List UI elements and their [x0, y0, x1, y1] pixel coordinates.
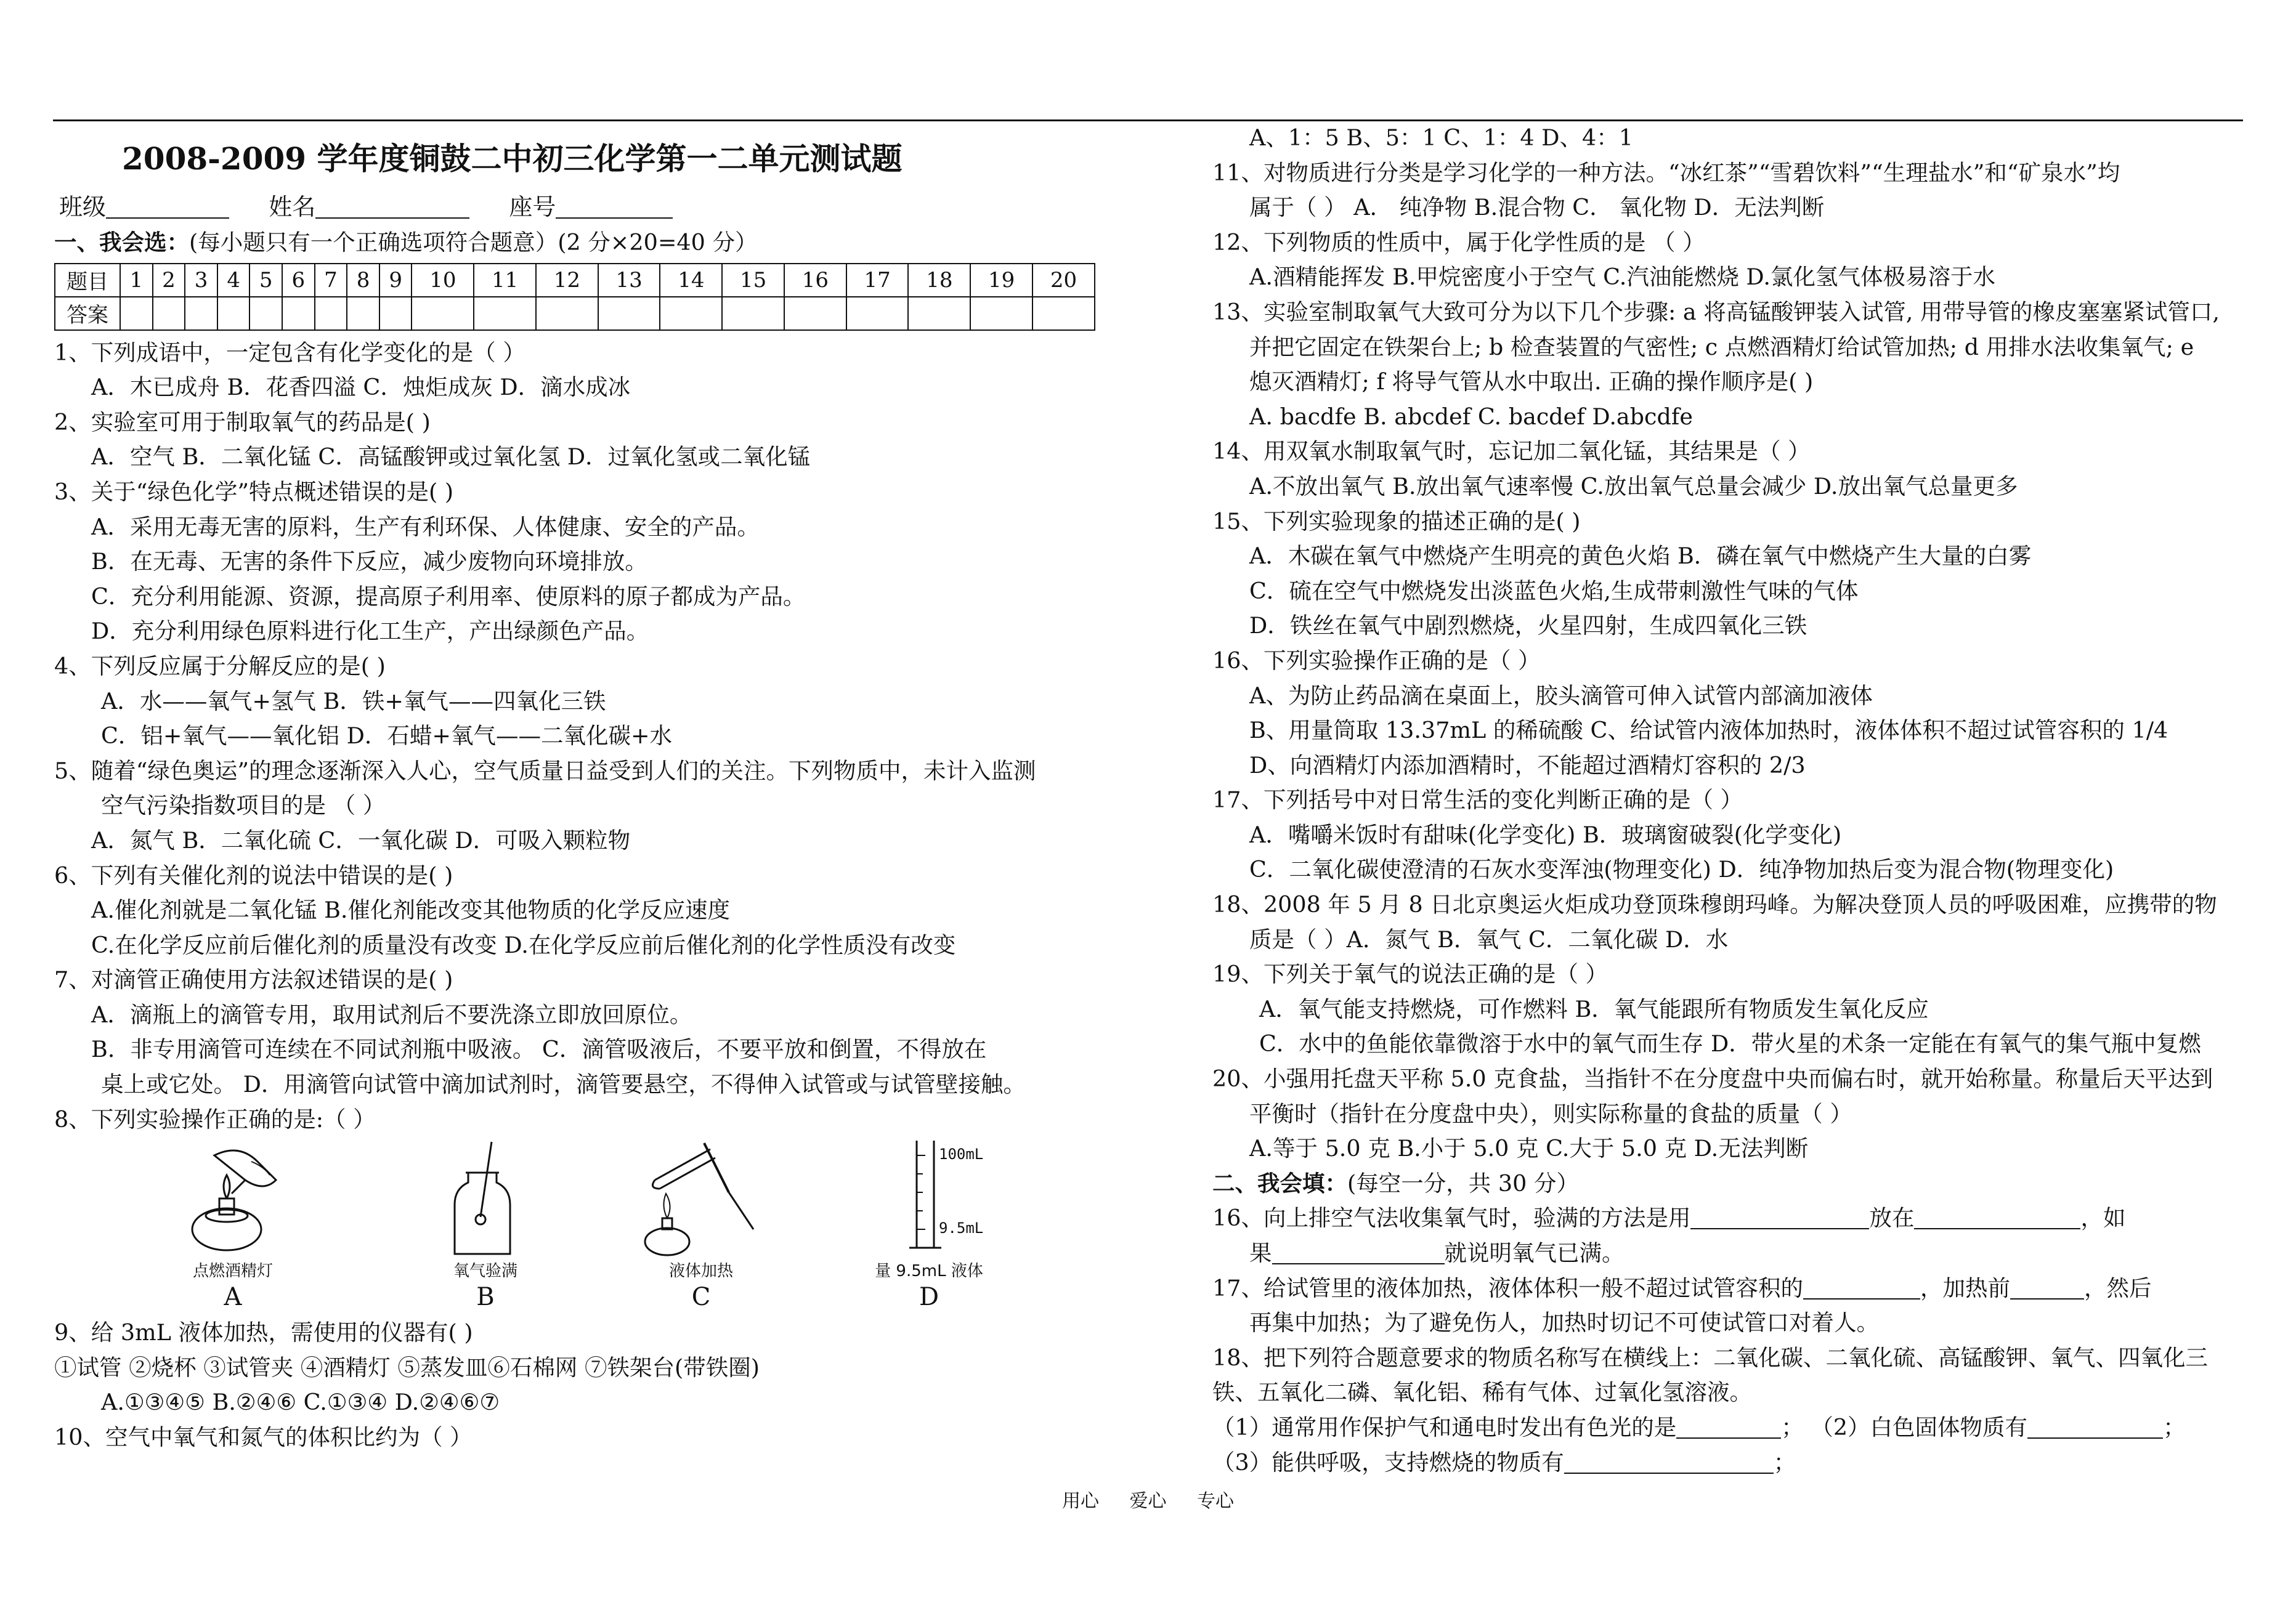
answer-table-answers-row — [55, 297, 1095, 330]
question-line: 质是（ ）A．氮气 B．氧气 C．二氧化碳 D．水 — [1249, 926, 1729, 953]
fill-q16-line2: 果 就说明氧气已满。 — [1249, 1240, 1625, 1266]
name-blank[interactable] — [315, 193, 469, 219]
page-title: 2008-2009 学年度铜鼓二中初三化学第一二单元测试题 — [122, 140, 903, 177]
question-number-cell: 5 — [249, 264, 282, 297]
answer-cell[interactable] — [1032, 297, 1095, 330]
question-line: C．充分利用能源、资源，提高原子利用率、使原料的原子都成为产品。 — [91, 583, 806, 610]
class-label: 班级 — [59, 193, 107, 220]
answer-cell[interactable] — [379, 297, 412, 330]
student-info-line — [54, 188, 1206, 225]
fill-q18-line2: 铁、五氧化二磷、氧化铝、稀有气体、过氧化氢溶液。 — [1212, 1379, 1752, 1406]
question-line: 16、下列实验操作正确的是（ ） — [1212, 647, 1541, 674]
question-line: C．二氧化碳使澄清的石灰水变浑浊(物理变化) D．纯净物加热后变为混合物(物理变化) — [1249, 856, 2114, 883]
fill-q18-line1: 18、把下列符合题意要求的物质名称写在横线上：二氧化碳、二氧化硫、高锰酸钾、氧气、四氧化三 — [1212, 1344, 2208, 1371]
answer-cell[interactable] — [474, 297, 536, 330]
question-line: 3、关于“绿色化学”特点概述错误的是( ) — [54, 478, 454, 505]
answer-cell[interactable] — [970, 297, 1032, 330]
fill-blank[interactable] — [2010, 1274, 2084, 1300]
question-line: 空气污染指数项目的是 （ ） — [101, 792, 386, 819]
question-number-cell: 20 — [1032, 264, 1095, 297]
question-line: B、用量筒取 13.37mL 的稀硫酸 C、给试管内液体加热时，液体体积不超过试管容积的 1/4 — [1249, 717, 2168, 744]
question-line: 1、下列成语中，一定包含有化学变化的是（ ） — [54, 339, 525, 366]
question-line: A.催化剂就是二氧化锰 B.催化剂能改变其他物质的化学反应速度 — [91, 897, 730, 924]
question-number-cell: 11 — [474, 264, 536, 297]
question-line: 10、空气中氧气和氮气的体积比约为（ ） — [54, 1424, 473, 1451]
fill-blank[interactable] — [1272, 1239, 1445, 1264]
question-number-cell: 10 — [412, 264, 474, 297]
answer-cell[interactable] — [784, 297, 846, 330]
answer-cell[interactable] — [185, 297, 217, 330]
answer-cell[interactable] — [153, 297, 185, 330]
questions-10-20 — [1212, 121, 2244, 1166]
question-number-cell: 13 — [598, 264, 660, 297]
answer-cell[interactable] — [536, 297, 598, 330]
gas-bottle-icon — [430, 1137, 541, 1260]
question-number-cell: 18 — [908, 264, 970, 297]
figure-d — [849, 1137, 1009, 1312]
question-line: 7、对滴管正确使用方法叙述错误的是( ) — [54, 966, 453, 993]
question-line: 18、2008 年 5 月 8 日北京奥运火炬成功登顶珠穆朗玛峰。为解决登顶人员的呼吸困难，应携带的物 — [1212, 891, 2217, 918]
question-line: 平衡时（指针在分度盘中央），则实际称量的食盐的质量（ ） — [1249, 1100, 1852, 1127]
figure-a-letter: A — [224, 1283, 242, 1312]
answer-cell[interactable] — [908, 297, 970, 330]
question-number-cell: 9 — [379, 264, 412, 297]
answer-cell[interactable] — [846, 297, 909, 330]
page-footer: 用心 爱心 专心 — [1061, 1490, 1235, 1512]
question-line: 2、实验室可用于制取氧气的药品是( ) — [54, 408, 431, 435]
question-line: 13、实验室制取氧气大致可分为以下几个步骤: a 将高锰酸钾装入试管, 用带导管的橡皮塞塞紧试管口, — [1212, 298, 2220, 325]
question-number-cell: 2 — [153, 264, 185, 297]
figure-b-caption: 氧气验满 — [453, 1262, 517, 1281]
question-line: 14、用双氧水制取氧气时，忘记加二氧化锰，其结果是（ ） — [1212, 438, 1811, 465]
figure-c — [627, 1137, 775, 1312]
question-line: 6、下列有关催化剂的说法中错误的是( ) — [54, 862, 453, 889]
figure-c-caption: 液体加热 — [668, 1262, 733, 1281]
question-line: 熄灭酒精灯; f 将导气管从水中取出. 正确的操作顺序是( ) — [1249, 368, 1814, 395]
question-number-cell: 16 — [784, 264, 846, 297]
question-line: A、1：5 B、5：1 C、1：4 D、4：1 — [1249, 124, 1633, 151]
question-line: 17、下列括号中对日常生活的变化判断正确的是（ ） — [1212, 786, 1743, 814]
graduated-cylinder-icon — [849, 1137, 1009, 1260]
figure-d-letter: D — [919, 1283, 939, 1312]
questions-1-8 — [54, 336, 1206, 1138]
figure-row — [54, 1137, 1206, 1316]
answer-cell[interactable] — [598, 297, 660, 330]
question-number-cell: 12 — [536, 264, 598, 297]
fill-blank[interactable] — [1564, 1448, 1774, 1474]
test-tube-heating-icon — [630, 1137, 772, 1260]
cylinder-top-mark: 100mL — [939, 1146, 984, 1163]
question-line: A．采用无毒无害的原料，生产有利环保、人体健康、安全的产品。 — [91, 513, 760, 540]
name-label: 姓名 — [269, 193, 316, 220]
seat-label: 座号 — [509, 193, 556, 220]
answer-table-numbers-row — [55, 264, 1095, 297]
question-line: ①试管 ②烧杯 ③试管夹 ④酒精灯 ⑤蒸发皿⑥石棉网 ⑦铁架台(带铁圈) — [54, 1354, 760, 1381]
figure-c-letter: C — [691, 1283, 711, 1312]
answer-cell[interactable] — [722, 297, 784, 330]
question-number-cell: 15 — [722, 264, 784, 297]
fill-q18-line3: （1）通常用作保护气和通电时发出有色光的是 ； （2）白色固体物质有 ； — [1212, 1413, 2186, 1441]
question-line: C．铝+氧气——氧化铝 D．石蜡+氧气——二氧化碳+水 — [101, 722, 673, 750]
question-line: 12、下列物质的性质中，属于化学性质的是 （ ） — [1212, 228, 1705, 256]
question-line: D．充分利用绿色原料进行化工生产，产出绿颜色产品。 — [91, 618, 649, 645]
question-line: D．铁丝在氧气中剧烈燃烧，火星四射，生成四氧化三铁 — [1249, 612, 1807, 639]
fill-blank[interactable] — [1914, 1203, 2080, 1229]
question-line: 属于（ ） A． 纯净物 B.混合物 C． 氧化物 D．无法判断 — [1249, 194, 1825, 221]
question-line: A．氮气 B．二氧化硫 C．一氧化碳 D．可吸入颗粒物 — [91, 827, 631, 854]
question-line: 桌上或它处。 D．用滴管向试管中滴加试剂时，滴管要悬空，不得伸入试管或与试管壁接触。 — [101, 1071, 1026, 1098]
left-column — [54, 121, 1206, 1455]
figure-b — [424, 1137, 547, 1312]
figure-a — [165, 1137, 301, 1312]
fill-q18-line4: （3）能供呼吸，支持燃烧的物质有 ； — [1212, 1449, 1796, 1476]
fill-q17-line2: 再集中加热；为了避免伤人，加热时切记不可使试管口对着人。 — [1249, 1309, 1879, 1336]
question-line: A．木碳在氧气中燃烧产生明亮的黄色火焰 B．磷在氧气中燃烧产生大量的白雾 — [1249, 543, 2032, 570]
question-line: C.在化学反应前后催化剂的质量没有改变 D.在化学反应前后催化剂的化学性质没有改变 — [91, 931, 956, 958]
graduated-cylinder — [849, 1137, 1009, 1260]
fill-blank[interactable] — [2027, 1413, 2163, 1439]
question-line: 15、下列实验现象的描述正确的是( ) — [1212, 507, 1581, 535]
right-column — [1212, 121, 2244, 1480]
question-line: A．氧气能支持燃烧，可作燃料 B．氧气能跟所有物质发生氧化反应 — [1259, 995, 1929, 1022]
answer-cell[interactable] — [347, 297, 379, 330]
figure-a-caption: 点燃酒精灯 — [192, 1262, 273, 1281]
question-line: C．水中的鱼能依靠微溶于水中的氧气而生存 D．带火星的术条一定能在有氧气的集气瓶中复燃 — [1259, 1030, 2201, 1057]
question-line: A．空气 B．二氧化锰 C．高锰酸钾或过氧化氢 D．过氧化氢或二氧化锰 — [91, 443, 811, 471]
question-line: B．非专用滴管可连续在不同试剂瓶中吸液。 C．滴管吸液后，不要平放和倒置，不得放在 — [91, 1036, 987, 1063]
table-header-answer: 答案 — [55, 297, 120, 330]
question-line: D、向酒精灯内添加酒精时，不能超过酒精灯容积的 2/3 — [1249, 751, 1806, 778]
fill-q17-line1: 17、给试管里的液体加热，液体体积一般不超过试管容积的 ，加热前 ，然后 — [1212, 1274, 2152, 1301]
question-line: A．滴瓶上的滴管专用，取用试剂后不要洗涤立即放回原位。 — [91, 1001, 692, 1028]
table-header-question: 题目 — [55, 264, 120, 297]
question-line: A.不放出氧气 B.放出氧气速率慢 C.放出氧气总量会减少 D.放出氧气总量更多 — [1249, 472, 2018, 499]
question-line: A.酒精能挥发 B.甲烷密度小于空气 C.汽油能燃烧 D.氯化氢气体极易溶于水 — [1249, 264, 1995, 291]
section-heading-1: 一、我会选：(每小题只有一个正确选项符合题意）(2 分×20=40 分） — [54, 229, 758, 256]
answer-cell[interactable] — [660, 297, 722, 330]
questions-9-10 — [54, 1316, 1206, 1455]
question-number-cell: 8 — [347, 264, 379, 297]
fill-q16-line1: 16、向上排空气法收集氧气时，验满的方法是用 放在 ，如 — [1212, 1205, 2126, 1232]
answer-table — [54, 263, 1095, 331]
question-line: 9、给 3mL 液体加热，需使用的仪器有( ) — [54, 1319, 473, 1346]
question-number-cell: 19 — [970, 264, 1032, 297]
question-line: C．硫在空气中燃烧发出淡蓝色火焰,生成带刺激性气味的气体 — [1249, 577, 1859, 604]
question-line: A．水——氧气+氢气 B．铁+氧气——四氧化三铁 — [101, 687, 606, 714]
figure-d-caption: 量 9.5mL 液体 — [875, 1262, 983, 1281]
question-line: 4、下列反应属于分解反应的是( ) — [54, 652, 386, 679]
seat-blank[interactable] — [556, 193, 673, 219]
answer-cell[interactable] — [412, 297, 474, 330]
question-line: 11、对物质进行分类是学习化学的一种方法。“冰红茶”“雪碧饮料”“生理盐水”和“矿泉水”均 — [1212, 159, 2120, 186]
question-line: A、为防止药品滴在桌面上，胶头滴管可伸入试管内部滴加液体 — [1249, 682, 1873, 709]
question-line: 19、下列关于氧气的说法正确的是（ ） — [1212, 961, 1608, 988]
question-line: 8、下列实验操作正确的是:（ ） — [54, 1106, 376, 1133]
question-line: B．在无毒、无害的条件下反应，减少废物向环境排放。 — [91, 548, 647, 575]
answer-cell[interactable] — [249, 297, 282, 330]
alcohol-lamp-icon — [171, 1137, 294, 1260]
fill-blank[interactable] — [1676, 1413, 1781, 1439]
question-number-cell: 3 — [185, 264, 217, 297]
answer-cell[interactable] — [120, 297, 153, 330]
question-number-cell: 7 — [315, 264, 347, 297]
question-line: 20、小强用托盘天平称 5.0 克食盐，当指针不在分度盘中央而偏右时，就开始称量。称量后天平达到 — [1212, 1065, 2213, 1093]
fill-blank[interactable] — [1690, 1203, 1869, 1229]
cylinder-bottom-mark: 9.5mL — [939, 1219, 984, 1237]
fill-blank[interactable] — [1803, 1274, 1920, 1300]
question-number-cell: 6 — [282, 264, 315, 297]
question-line: 5、随着“绿色奥运”的理念逐渐深入人心，空气质量日益受到人们的关注。下列物质中，未计入监测 — [54, 757, 1036, 784]
question-number-cell: 14 — [660, 264, 722, 297]
question-line: A. bacdfe B. abcdef C. bacdef D.abcdfe — [1249, 403, 1693, 430]
question-line: A．嘴嚼米饭时有甜味(化学变化) B．玻璃窗破裂(化学变化) — [1249, 821, 1842, 848]
question-line: A.等于 5.0 克 B.小于 5.0 克 C.大于 5.0 克 D.无法判断 — [1249, 1135, 1809, 1162]
question-number-cell: 4 — [217, 264, 250, 297]
question-number-cell: 17 — [846, 264, 909, 297]
question-line: A．木已成舟 B．花香四溢 C．烛炬成灰 D．滴水成冰 — [91, 374, 631, 401]
answer-cell[interactable] — [315, 297, 347, 330]
answer-cell[interactable] — [217, 297, 250, 330]
answer-cell[interactable] — [282, 297, 315, 330]
class-blank[interactable] — [106, 193, 229, 219]
section-heading-2: 二、我会填：(每空一分，共 30 分） — [1212, 1170, 1579, 1197]
figure-b-letter: B — [476, 1283, 495, 1312]
question-number-cell: 1 — [120, 264, 153, 297]
question-line: 并把它固定在铁架台上; b 检查装置的气密性; c 点燃酒精灯给试管加热; d 用排水法收集氧气; e — [1249, 333, 2194, 360]
question-line: A.①③④⑤ B.②④⑥ C.①③④ D.②④⑥⑦ — [101, 1389, 500, 1416]
